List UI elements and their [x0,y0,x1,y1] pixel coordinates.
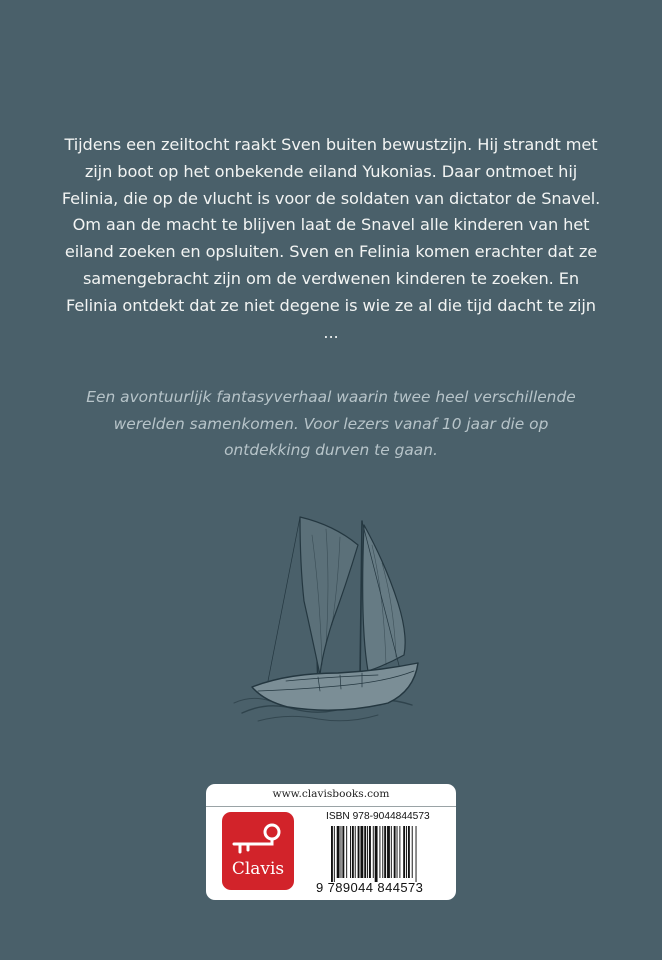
barcode-bar [352,826,354,878]
barcode-bar [399,826,400,878]
barcode-bar [394,826,396,878]
barcode-bar [397,826,398,878]
barcode-bar [358,826,360,878]
barcode-bar [346,826,347,878]
publisher-website[interactable]: www.clavisbooks.com [272,788,390,800]
tagline-text: Een avontuurlijk fantasyverhaal waarin twee heel verschillende werelden samenkomen. Voor lezers vanaf 10 jaar die op ontdekking durven te gaan. [86,388,576,460]
barcode-bar [342,826,344,878]
barcode-bar [350,826,351,878]
barcode-bar [369,826,371,878]
logo-text: Clavis [231,859,285,879]
barcode-bar [360,826,363,878]
barcode-bar [379,826,380,878]
barcode-bar [355,826,356,878]
barcode-bar [367,826,368,878]
barcode-bar [331,826,333,882]
barcode-bar [364,826,366,878]
clavis-logo [222,812,294,890]
barcode-bar [382,826,383,878]
panel-divider [206,806,456,807]
key-icon [230,820,286,856]
barcode-digits: 9 789044 844573 [316,880,424,895]
barcode-bar [337,826,340,878]
barcode-bar [341,826,342,878]
barcode-bar [375,826,378,882]
isbn-label: ISBN 978-9044844573 [326,811,430,822]
blurb-text: Tijdens een zeiltocht raakt Sven buiten bewustzijn. Hij strandt met zijn boot op het onbekende eiland Yukonias. Daar ontmoet hij Felinia, die op de vlucht is voor de soldaten van dictator de Snavel. Om aan de macht te blijven laat de Snavel alle kinderen van het eiland zoeken en opsluiten. Sven en Felinia komen erachter dat ze samengebracht zijn om de verdwenen kinderen te zoeken. En Felinia ontdekt dat ze niet degene is wie ze al die tijd dacht te zijn ... [61,135,601,342]
barcode-bar [412,826,413,878]
barcode [330,826,444,882]
publisher-info-panel [206,784,456,900]
barcode-bar [384,826,386,878]
barcode-bar [406,826,407,878]
barcode-bar [387,826,390,878]
barcode-bar [334,826,335,882]
barcode-bar [408,826,410,878]
barcode-bar [373,826,374,878]
barcode-bar [416,826,417,882]
sailboat-illustration [228,505,438,730]
barcode-bar [391,826,392,878]
barcode-bar [403,826,405,878]
